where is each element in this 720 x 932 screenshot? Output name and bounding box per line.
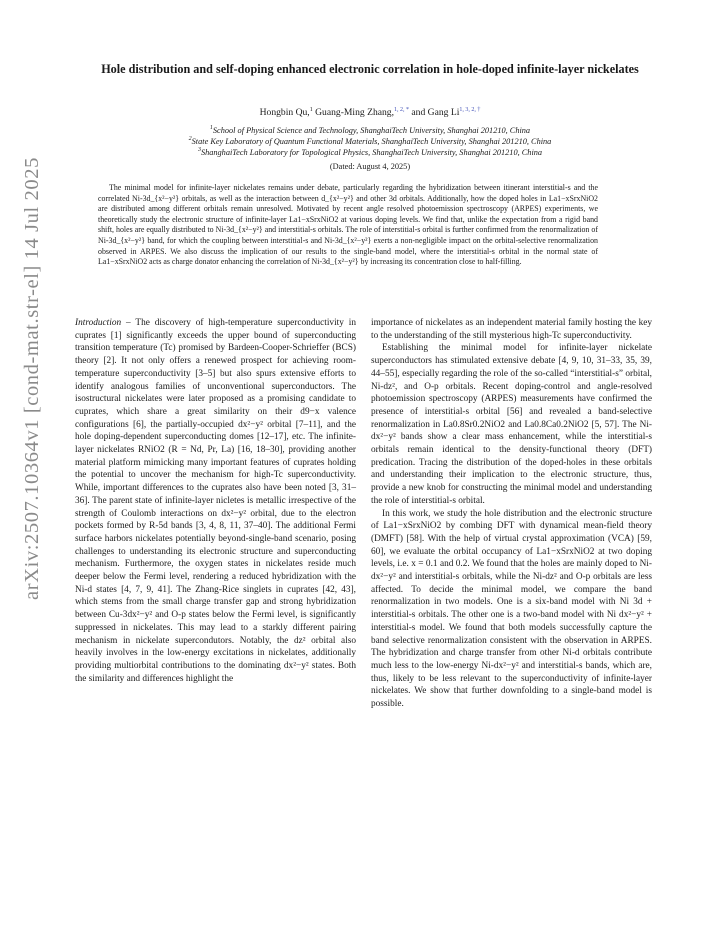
left-column <box>75 317 356 685</box>
author-list <box>80 107 660 118</box>
arxiv-sidebar-stamp <box>10 118 54 638</box>
abstract: The minimal model for infinite-layer nickelates remains under debate, particularly regarding the hybridization between itinerant interstitial-s and the correlated Ni-3d_{x²−y²} orbitals, as well as the interaction between d_{x²−y²} and other 3d orbitals. Additionally, how the doped holes in La1−xSrxNiO2 are distributed among different orbitals remain unresolved. Motivated by recent angle resolved photoemission spectroscopy (ARPES) experiments, we theoretically study the electronic structure of infinite-layer La1−xSrxNiO2 at various doping levels. We find that, unlike the expectation from a rigid band shift, holes are equally distributed to Ni-3d_{x²−y²} and interstitial-s orbitals. The role of interstitial-s orbital is further confirmed from the renormalization of Ni-3d_{x²−y²} band, for which the coupling between interstitial-s and Ni-3d_{x²−y²} exerts a non-negligible impact on the orbital-selective renormalization observed in ARPES. We also discuss the implication of our results to the single-band model, where the interstitial-s orbital in the normal state of La1−xSrxNiO2 acts as charge donator enhancing the correlation of Ni-3d_{x²−y²} by increasing its concentration close to half-filling. <box>98 183 598 267</box>
date-line: (Dated: August 4, 2025) <box>329 162 411 171</box>
paragraph-this-work: In this work, we study the hole distribution and the electronic structure of La1−xSrxNiO2 by combing DFT with dynamical mean-field theory (DMFT) [58]. With the help of virtual crystal approximation (VCA) [59, 60], we evaluate the orbital occupancy of La1−xSrxNiO2 at two doping levels, i.e. x = 0.1 and 0.2. We found that the holes are mainly doped to Ni-dx²−y² and interstitial-s orbitals, while the Ni-dz² and O-p orbitals are less affected. To decide the minimal model, we compare the band renormalization in two models. One is a six-band model with Ni 3d + interstitial-s orbitals. The other one is a two-band model with Ni dx²−y² + interstitial-s model. We found that both models successfully capture the band selective renormalization consistent with the observation in ARPES. The hybridization and charge transfer from other Ni-d orbitals contribute much less to the low-energy Ni-dx²−y² and interstitial-s bands, which are, thus, likely to be less relevant to the superconductivity of infinite-layer nickelates. We show that further downfolding to a single-band model is possible. <box>371 508 652 710</box>
affiliation-1: $^1$School of Physical Science and Technology, ShanghaiTech University, Shanghai 201210, China <box>209 125 531 135</box>
affiliations <box>80 125 660 159</box>
intro-label: Introduction <box>75 318 122 328</box>
right-column <box>371 317 652 711</box>
author-2: Guang-Ming Zhang,$^{1, 2, *}$ <box>315 106 409 118</box>
intro-text: The discovery of high-temperature superconductivity in cuprates [1] significantly exceeds the upper bound of superconducting transition temperature (Tc) promised by Bardeen-Cooper-Schrieffer (BCS) theory [2]. It not only offers a renewed prospect for achieving room-temperature superconductivity [3–5] but also spurs extensive efforts to identify analogous families of unconventional superconductors. The isostructural nickelates were later proposed as a promising candidate to cuprates, which share a great similarity on their d9−x valence configurations [6], the partially-occupied dx²−y² orbital [7–11], and the hole doping-dependent superconducting domes [12–17], etc. The infinite-layer nickelates RNiO2 (R = Nd, Pr, La) [16, 18–30], providing another material platform mimicking many important features of cuprates holding the potential to uncover the mechanism for high-Tc superconductivity. While, important differences to the cuprates also have been noted [3, 31–36]. The parent state of infinite-layer nicletes is metallic irrespective of the strength of Coulomb interactions on dx²−y² orbital, due to the electron pockets formed by R-5d bands [3, 4, 8, 11, 37–40]. The additional Fermi surface harbors nickelates potentially beyond-single-band scenario, posing challenges to understanding its electronic structure and superconducting mechanism. Furthermore, the oxygen states in nickelates reside much deeper below the Fermi level, rendering a reduced hybridization with the Ni-d states [4, 7, 9, 41]. The Zhang-Rice singlets in cuprates [42, 43], which stems from the small charge transfer gap and strong hybridization between Cu-3dx²−y² and O-p states below the Fermi level, is significantly suppressed in nickelates. This may lead to a starkly different pairing mechanism in nickelate supercondutors. Notably, the dz² orbital also heavily involves in the low-energy excitations in nickelates, additionally providing multiorbital contributions to the dominating dx²−y² states. Both the similarity and differences highlight the <box>75 318 356 684</box>
intro-paragraph: Introduction – The discovery of high-temperature superconductivity in cuprates [1] significantly exceeds the upper bound of superconducting transition temperature (Tc) promised by Bardeen-Cooper-Schrieffer (BCS) theory [2]. It not only offers a renewed prospect for achieving room-temperature superconductivity [3–5] but also spurs extensive efforts to identify analogous families of unconventional superconductors. The isostructural nickelates were later proposed as a promising candidate to cuprates, which share a great similarity on their d9−x valence configurations [6], the partially-occupied dx²−y² orbital [7–11], and the hole doping-dependent superconducting domes [12–17], etc. The infinite-layer nickelates RNiO2 (R = Nd, Pr, La) [16, 18–30], providing another material platform mimicking many important features of cuprates holding the potential to uncover the mechanism for high-Tc superconductivity. While, important differences to the cuprates also have been noted [3, 31–36]. The parent state of infinite-layer nicletes is metallic irrespective of the strength of Coulomb interactions on dx²−y² orbital, due to the electron pockets formed by R-5d bands [3, 4, 8, 11, 37–40]. The additional Fermi surface harbors nickelates potentially beyond-single-band scenario, posing challenges to understanding its electronic structure and superconducting mechanism. Furthermore, the oxygen states in nickelates reside much deeper below the Fermi level, rendering a reduced hybridization with the Ni-d states [4, 7, 9, 41]. The Zhang-Rice singlets in cuprates [42, 43], which stems from the small charge transfer gap and strong hybridization between Cu-3dx²−y² and O-p states below the Fermi level, is significantly suppressed in nickelates. This may lead to a starkly different pairing mechanism in nickelate supercondutors. Notably, the dz² orbital also heavily involves in the low-energy excitations in nickelates, additionally providing multiorbital contributions to the dominating dx²−y² states. Both the similarity and differences highlight the <box>75 318 356 684</box>
author-1: Hongbin Qu,$^1$ <box>259 106 313 118</box>
affiliation-3: $^3$ShanghaiTech Laboratory for Topological Physics, ShanghaiTech University, Shanghai 201210, China <box>197 147 543 158</box>
arxiv-id: arXiv:2507.10364v1 [cond-mat.str-el] 14 Jul 2025 <box>20 156 43 600</box>
affiliation-2: $^2$State Key Laboratory of Quantum Functional Materials, ShanghaiTech University, Shanghai 201210, China <box>188 136 552 147</box>
paragraph-continued: importance of nickelates as an independent material family hosting the key to the understanding of the still mysterious high-Tc superconductivity. <box>371 318 652 341</box>
paper-title: Hole distribution and self-doping enhanced electronic correlation in hole-doped infinite-layer nickelates <box>101 62 639 76</box>
author-3: and Gang $Li^{1, 3, 2, \dagger}$ <box>411 106 481 118</box>
paragraph-minimal-model: Establishing the minimal model for infinite-layer nickelate superconductors has stimulated extensive debate [4, 9, 10, 31–33, 35, 39, 44–55], especially regarding the role of the so-called “interstitial-s” orbital, Ni-dz², and O-p orbitals. Recent doping-control and angle-resolved photoemission spectroscopy (ARPES) measurements have confirmed the presence of interstitial-s orbital [56] and revealed a band-selective renormalization in La0.8Sr0.2NiO2 and La0.8Ca0.2NiO2 [5, 57]. The Ni-dx²−y² bands show a clear mass enhancement, while the interstitial-s orbitals remain identical to the density-functional theory (DFT) predication. Tracing the distribution of the doped-holes in these orbitals and understanding their implication to the electronic structure, thus, provide a new knob for constructing the minimal model and understanding the role of interstitial-s orbital. <box>371 343 652 506</box>
